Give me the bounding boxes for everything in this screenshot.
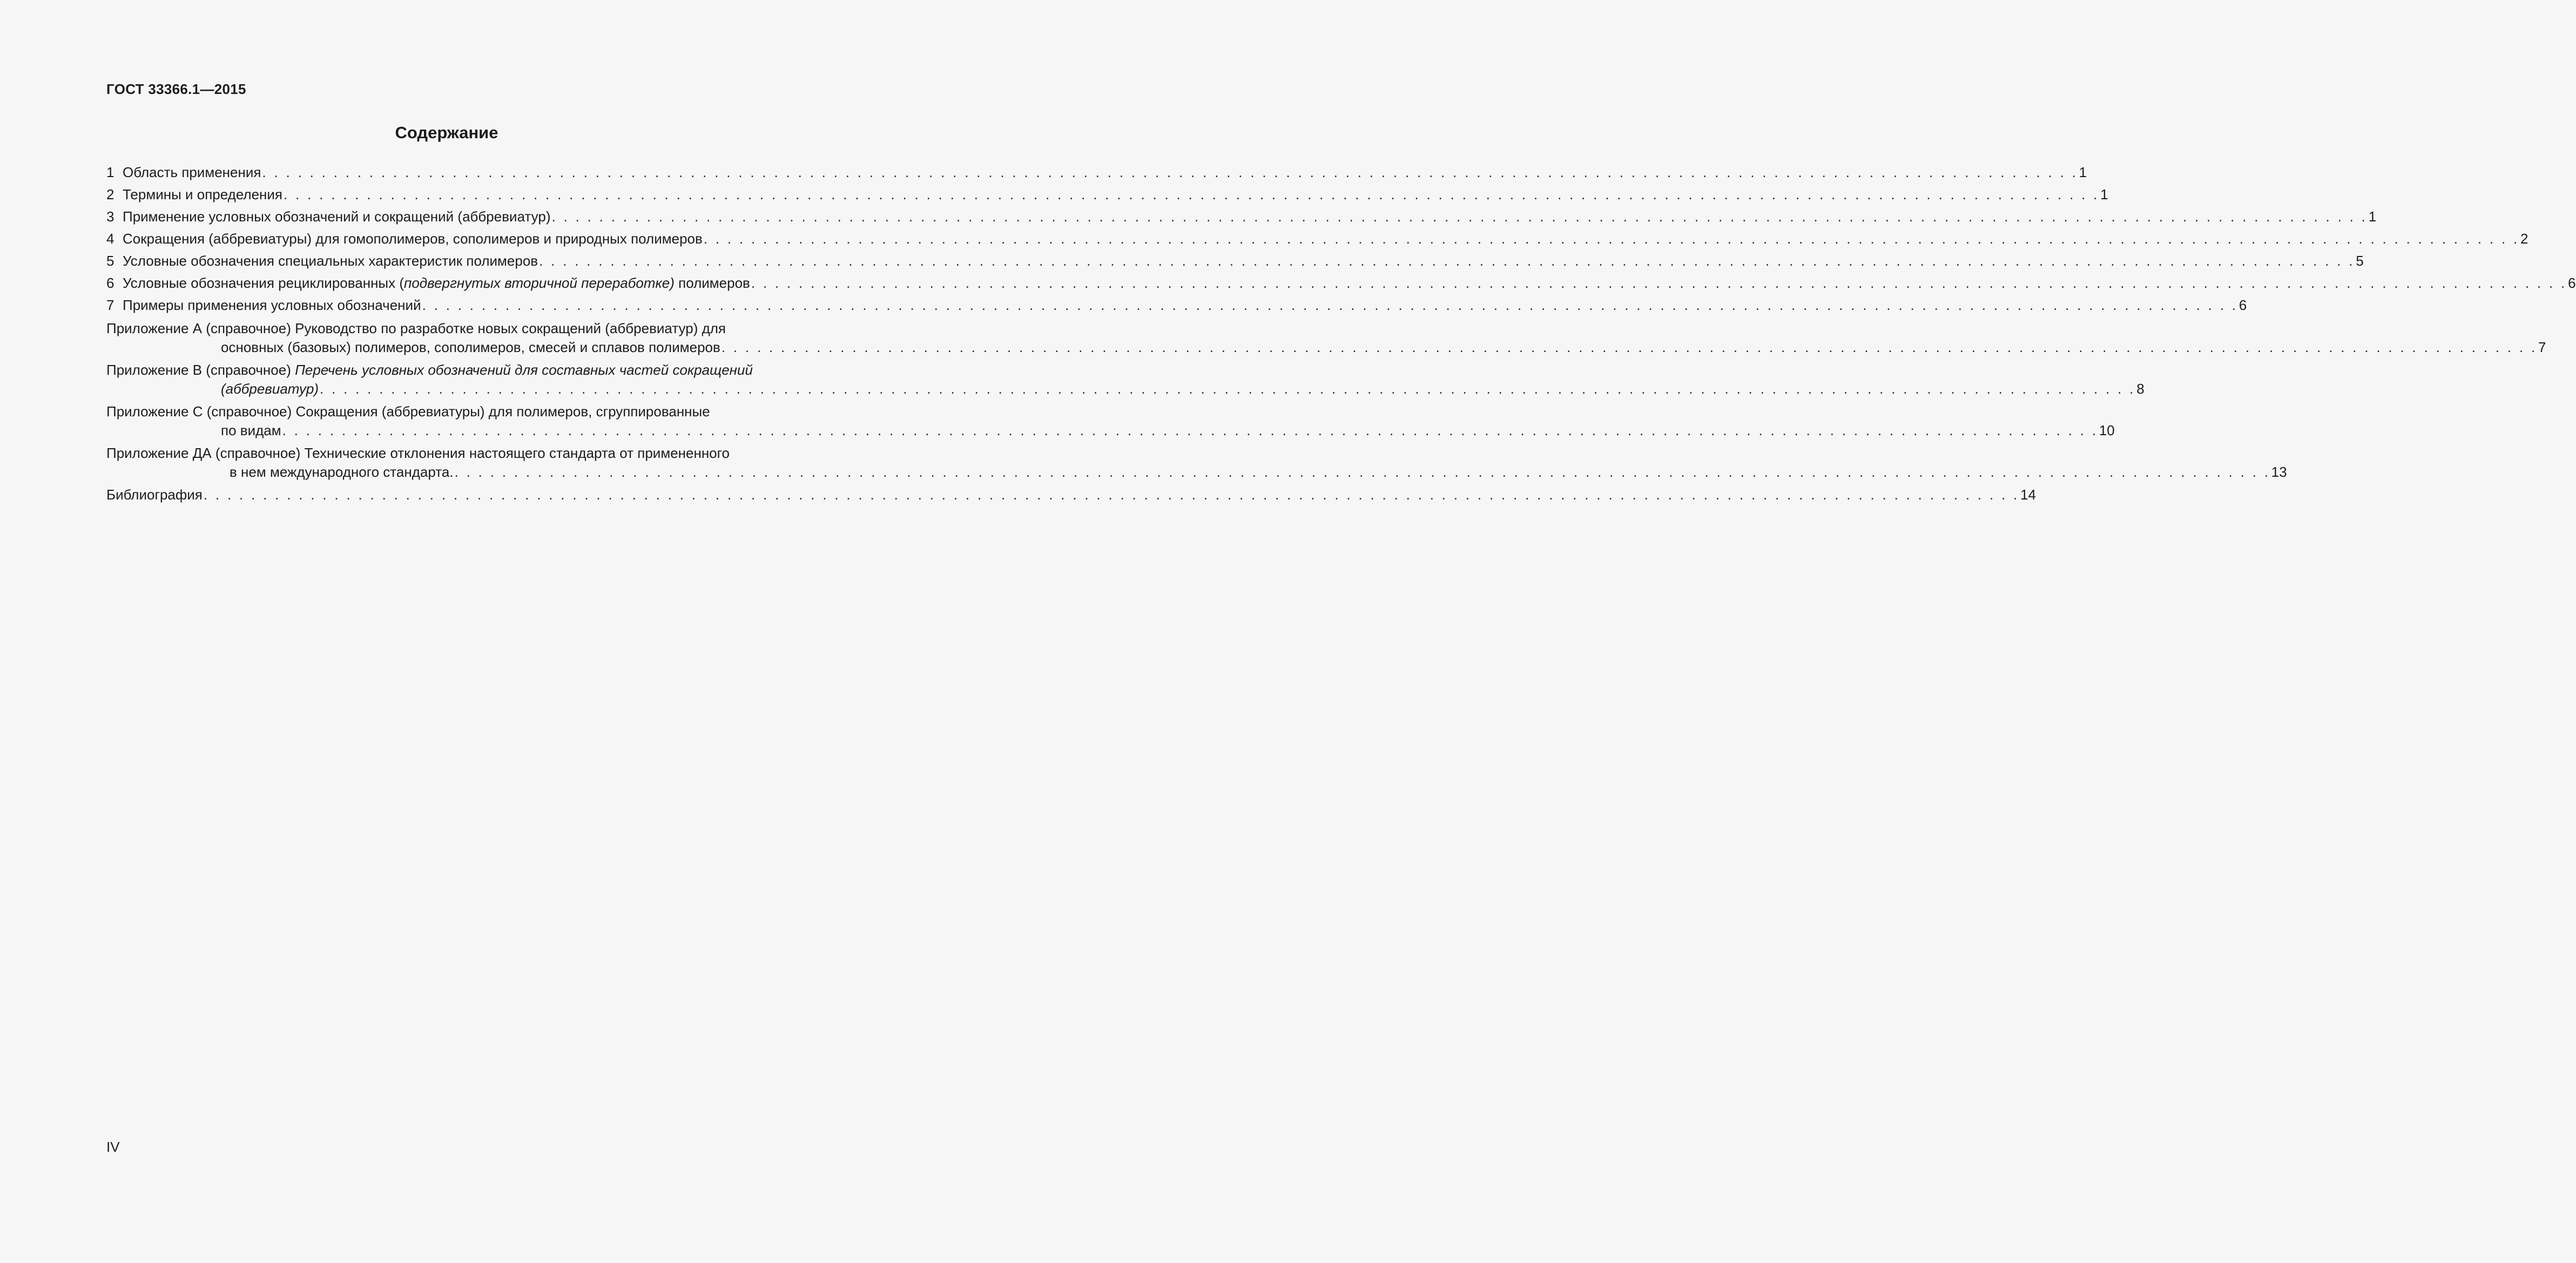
- toc-appendix-c[interactable]: [106, 402, 2115, 440]
- toc-page-number: 6: [2238, 297, 2247, 313]
- toc-entry-number: 3: [106, 208, 114, 225]
- appendix-label: Приложение В: [106, 362, 206, 378]
- toc-entry-title: Сокращения (аббревиатуры) для гомополимеров, сополимеров и природных полимеров: [123, 231, 703, 247]
- toc-page-number: 1: [2079, 164, 2087, 180]
- toc-entry-title: Применение условных обозначений и сокращений (аббревиатур): [123, 208, 551, 225]
- document-code: ГОСТ 33366.1—2015: [106, 81, 246, 97]
- toc-entry-title-part: полимеров: [674, 275, 750, 291]
- toc-entry-number: 2: [106, 186, 114, 202]
- toc-entry-title-italic: подвергнутых вторичной переработке): [404, 275, 675, 291]
- toc-entry[interactable]: [106, 252, 2364, 274]
- toc-entry[interactable]: [106, 185, 2108, 207]
- toc-page-number: 1: [2368, 208, 2377, 225]
- toc-entry-title: Условные обозначения специальных характеристик полимеров: [123, 253, 538, 269]
- toc-page-number: 10: [2099, 422, 2115, 438]
- toc-page-number: 8: [2136, 381, 2145, 397]
- toc-entry[interactable]: [106, 207, 2377, 229]
- toc-entry-title: Область применения: [123, 164, 261, 180]
- toc-entry-title: Библиография: [106, 487, 203, 503]
- appendix-title-line1: (справочное) Сокращения (аббревиатуры) для полимеров, сгруппированные: [206, 403, 710, 420]
- appendix-title-line1: (справочное) Технические отклонения настоящего стандарта от примененного: [215, 445, 730, 461]
- page-number: IV: [106, 1139, 120, 1155]
- toc-entry[interactable]: [106, 229, 2528, 252]
- toc-entry-title: Термины и определения: [123, 186, 283, 202]
- appendix-title-line1-italic: Перечень условных обозначений для составных частей сокращений: [295, 362, 753, 378]
- toc-entry-title-part: Условные обозначения рециклированных (: [123, 275, 404, 291]
- toc-page-number: 5: [2356, 253, 2364, 269]
- toc-leader-dots: . . . . . . . . . . . . . . . . . . . . . . . . . . . . . . . . . . . . . . . . . . . . . . . . . . . . . . . . . . . . . . . . . . . . . . . . . . . . . . . . . . . . . . . . . . . . . . . . . . . . . . . . . . . . . . . . . . . . . . . . . . . . . . . . . . . . . . . . . . . . . . . . . . . . . . . . .: [551, 208, 2368, 225]
- appendix-title-line1: (справочное): [206, 362, 295, 378]
- toc-entry[interactable]: [106, 274, 2576, 296]
- toc-leader-dots: . . . . . . . . . . . . . . . . . . . . . . . . . . . . . . . . . . . . . . . . . . . . . . . . . . . . . . . . . . . . . . . . . . . . . . . . . . . . . . . . . . . . . . . . . . . . . . . . . . . . . . . . . . . . . . . . . . . . . . . . . . . . . . . . . . . . . . . . . . . . . . . . . . . . . . . . .: [721, 339, 2538, 355]
- appendix-title-line2: по видам: [221, 422, 281, 438]
- appendix-label: Приложение ДА: [106, 445, 215, 461]
- toc-page-number: 2: [2520, 231, 2528, 247]
- appendix-title-line2: в нем международного стандарта.: [230, 464, 454, 480]
- toc-leader-dots: . . . . . . . . . . . . . . . . . . . . . . . . . . . . . . . . . . . . . . . . . . . . . . . . . . . . . . . . . . . . . . . . . . . . . . . . . . . . . . . . . . . . . . . . . . . . . . . . . . . . . . . . . . . . . . . . . . . . . . . . . . . . . . . . . . . . . . . . . . . . . . . . . . . . . . . . .: [282, 422, 2098, 438]
- appendix-title-line2: (аббревиатур): [221, 381, 319, 397]
- toc-page-number: 6: [2568, 275, 2576, 291]
- appendix-title-line2: основных (базовых) полимеров, сополимеров, смесей и сплавов полимеров: [221, 339, 720, 355]
- toc-appendix-da[interactable]: [106, 444, 2287, 482]
- toc-page-number: 13: [2271, 464, 2287, 480]
- toc-leader-dots: . . . . . . . . . . . . . . . . . . . . . . . . . . . . . . . . . . . . . . . . . . . . . . . . . . . . . . . . . . . . . . . . . . . . . . . . . . . . . . . . . . . . . . . . . . . . . . . . . . . . . . . . . . . . . . . . . . . . . . . . . . . . . . . . . . . . . . . . . . . . . . . . . . . . . . . . .: [539, 253, 2355, 269]
- toc-leader-dots: . . . . . . . . . . . . . . . . . . . . . . . . . . . . . . . . . . . . . . . . . . . . . . . . . . . . . . . . . . . . . . . . . . . . . . . . . . . . . . . . . . . . . . . . . . . . . . . . . . . . . . . . . . . . . . . . . . . . . . . . . . . . . . . . . . . . . . . . . . . . . . . . . . . . . . . . .: [703, 231, 2520, 247]
- toc-leader-dots: . . . . . . . . . . . . . . . . . . . . . . . . . . . . . . . . . . . . . . . . . . . . . . . . . . . . . . . . . . . . . . . . . . . . . . . . . . . . . . . . . . . . . . . . . . . . . . . . . . . . . . . . . . . . . . . . . . . . . . . . . . . . . . . . . . . . . . . . . . . . . . . . . . . . . . . . .: [422, 297, 2238, 313]
- toc-page-number: 7: [2538, 339, 2546, 355]
- toc-entry[interactable]: [106, 163, 2087, 185]
- toc-appendix-b[interactable]: [106, 361, 2145, 399]
- toc-entry-title: [123, 274, 750, 293]
- toc-entry-number: 6: [106, 275, 114, 291]
- appendix-label: Приложение С: [106, 403, 207, 420]
- toc-leader-dots: . . . . . . . . . . . . . . . . . . . . . . . . . . . . . . . . . . . . . . . . . . . . . . . . . . . . . . . . . . . . . . . . . . . . . . . . . . . . . . . . . . . . . . . . . . . . . . . . . . . . . . . . . . . . . . . . . . . . . . . . . . . . . . . . . . . . . . . . . . . . . . . . . . . . . . . . .: [262, 164, 2078, 180]
- toc-entry-number: 1: [106, 164, 114, 180]
- toc-page-number: 14: [2020, 487, 2036, 503]
- toc-entry-number: 4: [106, 231, 114, 247]
- table-of-contents: [106, 163, 2576, 508]
- toc-entry-number: 7: [106, 297, 114, 313]
- toc-entry[interactable]: [106, 296, 2247, 318]
- appendix-title-line1: (справочное) Руководство по разработке новых сокращений (аббревиатур) для: [206, 320, 726, 336]
- toc-entry-number: 5: [106, 253, 114, 269]
- toc-leader-dots: . . . . . . . . . . . . . . . . . . . . . . . . . . . . . . . . . . . . . . . . . . . . . . . . . . . . . . . . . . . . . . . . . . . . . . . . . . . . . . . . . . . . . . . . . . . . . . . . . . . . . . . . . . . . . . . . . . . . . . . . . . . . . . . . . . . . . . . . . . . . . . . . . . . . . . . . .: [319, 381, 2136, 397]
- toc-entry-bibliography[interactable]: [106, 485, 2036, 508]
- toc-leader-dots: . . . . . . . . . . . . . . . . . . . . . . . . . . . . . . . . . . . . . . . . . . . . . . . . . . . . . . . . . . . . . . . . . . . . . . . . . . . . . . . . . . . . . . . . . . . . . . . . . . . . . . . . . . . . . . . . . . . . . . . . . . . . . . . . . . . . . . . . . . . . . . . . . . . . . . . . .: [751, 275, 2567, 291]
- toc-leader-dots: . . . . . . . . . . . . . . . . . . . . . . . . . . . . . . . . . . . . . . . . . . . . . . . . . . . . . . . . . . . . . . . . . . . . . . . . . . . . . . . . . . . . . . . . . . . . . . . . . . . . . . . . . . . . . . . . . . . . . . . . . . . . . . . . . . . . . . . . . . . . . . . . . . . . . . . . .: [454, 464, 2270, 480]
- toc-entry-title: Примеры применения условных обозначений: [123, 297, 421, 313]
- toc-leader-dots: . . . . . . . . . . . . . . . . . . . . . . . . . . . . . . . . . . . . . . . . . . . . . . . . . . . . . . . . . . . . . . . . . . . . . . . . . . . . . . . . . . . . . . . . . . . . . . . . . . . . . . . . . . . . . . . . . . . . . . . . . . . . . . . . . . . . . . . . . . . . . . . . . . . . . . . . .: [284, 186, 2100, 202]
- toc-leader-dots: . . . . . . . . . . . . . . . . . . . . . . . . . . . . . . . . . . . . . . . . . . . . . . . . . . . . . . . . . . . . . . . . . . . . . . . . . . . . . . . . . . . . . . . . . . . . . . . . . . . . . . . . . . . . . . . . . . . . . . . . . . . . . . . . . . . . . . . . . . . . . . . . . . . . . . . . .: [203, 487, 2020, 503]
- toc-page-number: 1: [2100, 186, 2108, 202]
- page-title: Содержание: [395, 123, 498, 142]
- appendix-label: Приложение А: [106, 320, 206, 336]
- toc-appendix-a[interactable]: [106, 319, 2546, 357]
